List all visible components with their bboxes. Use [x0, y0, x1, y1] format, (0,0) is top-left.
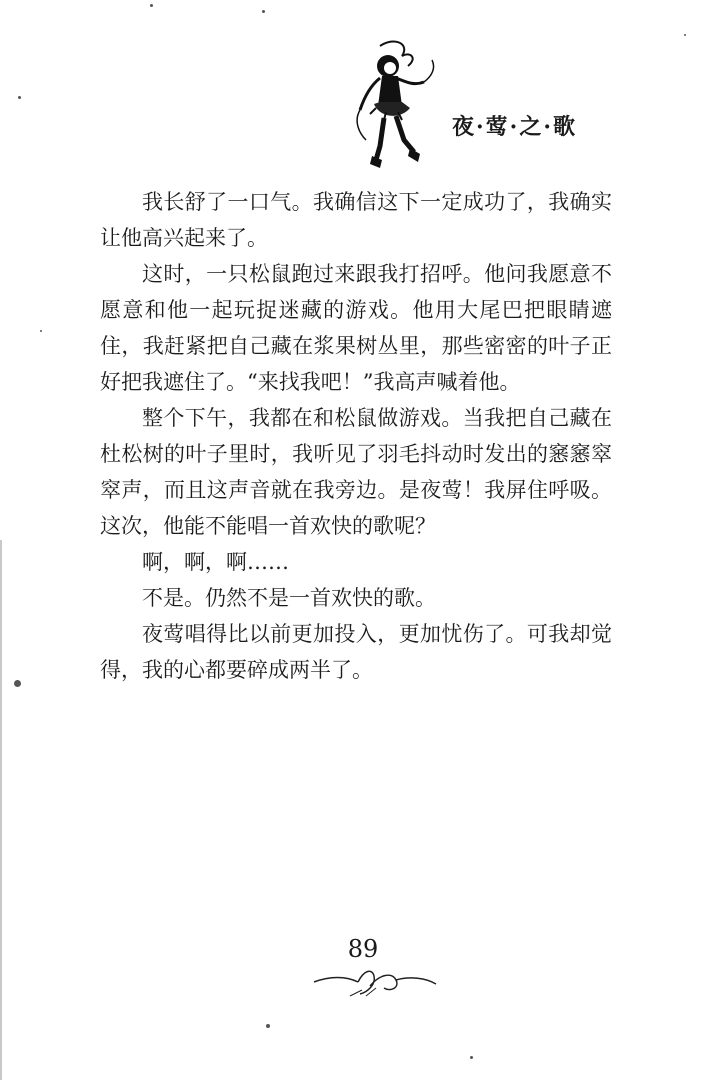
- page-binding-shadow: [0, 540, 2, 1080]
- scan-speck: [262, 10, 265, 13]
- paragraph: 夜莺唱得比以前更加投入，更加忧伤了。可我却觉得，我的心都要碎成两半了。: [100, 622, 612, 682]
- chapter-body-text: [100, 184, 612, 688]
- scan-speck: [150, 4, 153, 7]
- paragraph: 不是。仍然不是一首欢快的歌。: [142, 586, 436, 610]
- scan-speck: [18, 96, 21, 99]
- scan-speck: [14, 680, 21, 687]
- decorative-flourish-icon: [310, 962, 440, 1002]
- scan-speck: [40, 330, 42, 332]
- paragraph: 啊，啊，啊……: [142, 550, 289, 574]
- page-number: 89: [347, 935, 379, 963]
- scan-speck: [684, 34, 686, 36]
- dancing-fairy-illustration-icon: [340, 36, 440, 176]
- paragraph: 整个下午，我都在和松鼠做游戏。当我把自己藏在杜松树的叶子里时，我听见了羽毛抖动时发出的窸窸窣窣声，而且这声音就在我旁边。是夜莺！我屏住呼吸。这次，他能不能唱一首欢快的歌呢？: [100, 406, 612, 538]
- scan-speck: [470, 1056, 473, 1059]
- running-header-title: 夜·莺·之·歌: [452, 114, 577, 140]
- paragraph: 我长舒了一口气。我确信这下一定成功了，我确实让他高兴起来了。: [100, 190, 612, 250]
- paragraph: 这时，一只松鼠跑过来跟我打招呼。他问我愿意不愿意和他一起玩捉迷藏的游戏。他用大尾巴把眼睛遮住，我赶紧把自己藏在浆果树丛里，那些密密的叶子正好把我遮住了。“来找我吧！”我高声喊着他。: [100, 262, 612, 394]
- scan-speck: [266, 1024, 270, 1028]
